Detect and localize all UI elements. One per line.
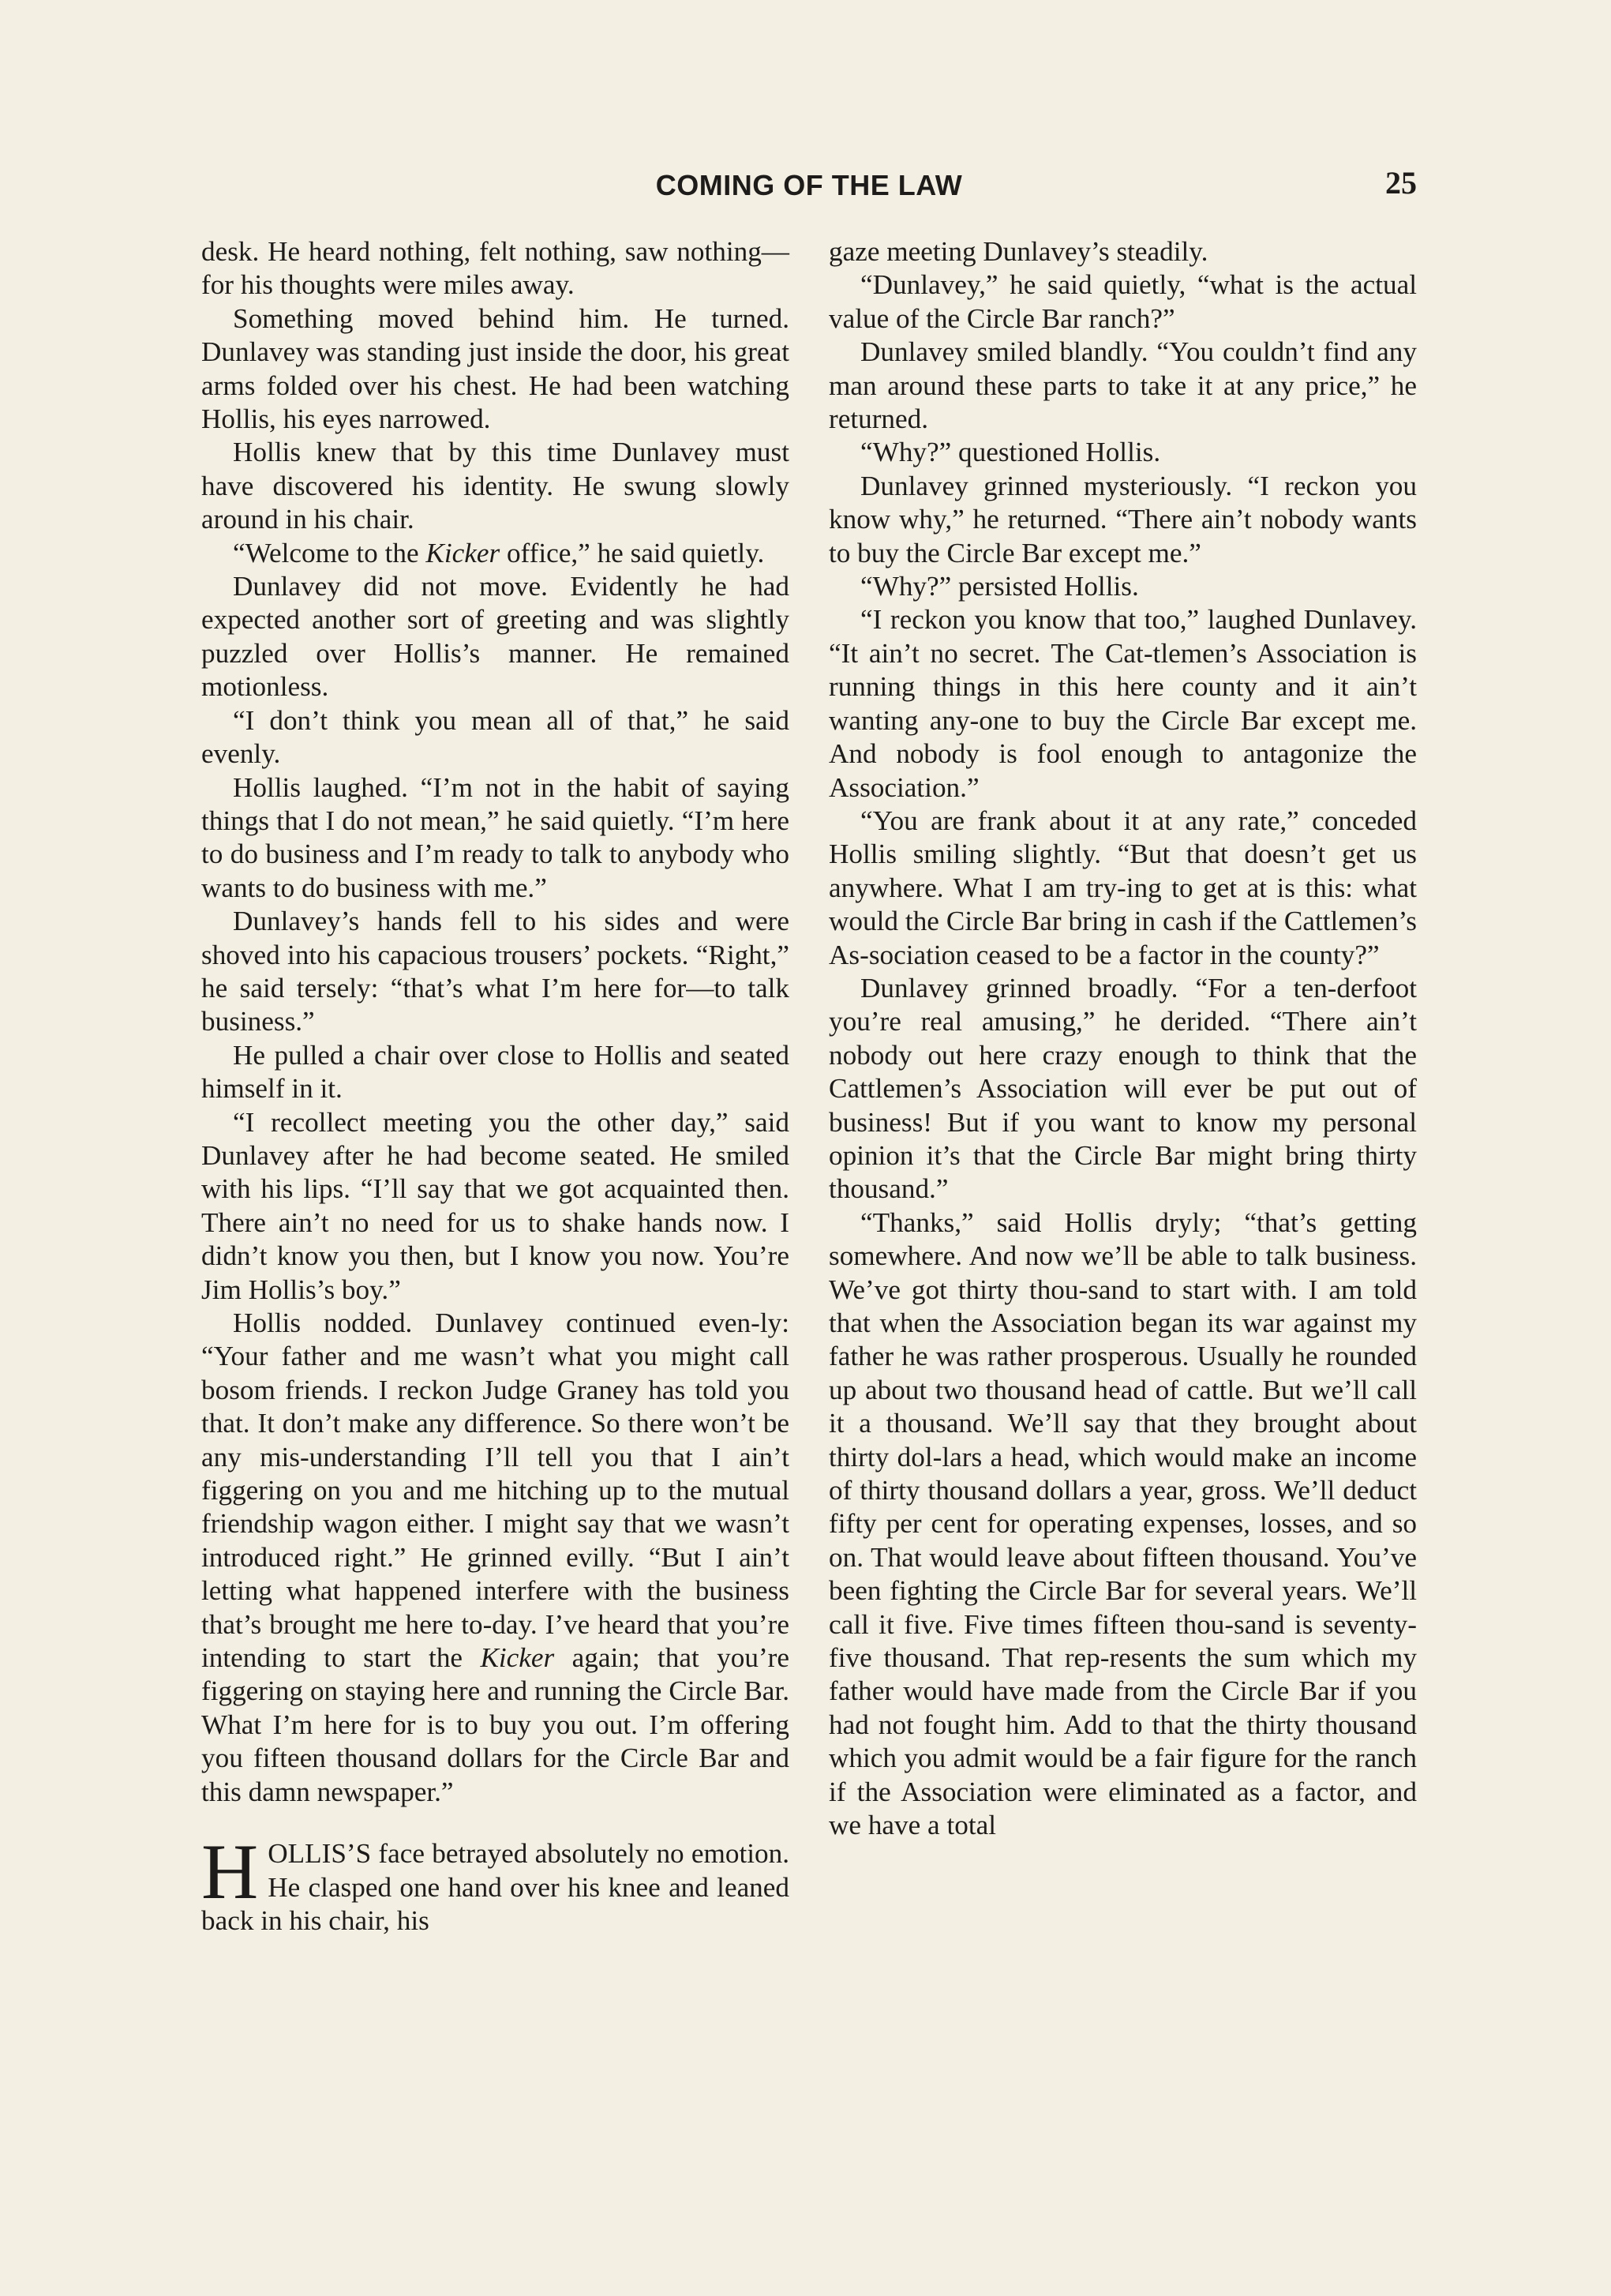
- paragraph: “I don’t think you mean all of that,” he said evenly.: [201, 704, 789, 770]
- paragraph: Dunlavey grinned broadly. “For a ten-derfoot you’re real amusing,” he derided. “There ain’t nobody out here crazy enough to think that the Cattlemen’s Association will ever be put out of business! But if you want to know my personal opinion it’s that the Circle Bar might bring thirty thousand.”: [829, 972, 1417, 1205]
- paragraph: “Why?” persisted Hollis.: [860, 571, 1139, 602]
- page-header: [201, 164, 1417, 205]
- newspaper-title: Kicker: [425, 537, 500, 568]
- paragraph: “I recollect meeting you the other day,” said Dunlavey after he had become seated. He smiled with his lips. “I’ll say that we got acquainted then. There ain’t no need for us to shake hands now. I didn’t know you then, but I know you now. You’re Jim Hollis’s boy.”: [201, 1106, 789, 1305]
- text-run: OLLIS’S face betrayed absolutely no emotion. He clasped one hand over his knee and leaned back in his chair, his: [201, 1838, 789, 1936]
- paragraph: Something moved behind him. He turned. Dunlavey was standing just inside the door, his great arms folded over his chest. He had been watching Hollis, his eyes narrowed.: [201, 302, 789, 435]
- right-column: [829, 235, 1417, 1843]
- paragraph: “I reckon you know that too,” laughed Dunlavey. “It ain’t no secret. The Cat-tlemen’s Association is running things in this here county and it ain’t wanting any-one to buy the Circle Bar except me. And nobody is fool enough to antagonize the Association.”: [829, 604, 1417, 803]
- newspaper-title: Kicker: [480, 1642, 555, 1674]
- paragraph: “Dunlavey,” he said quietly, “what is the actual value of the Circle Bar ranch?”: [829, 269, 1417, 334]
- drop-cap: H: [201, 1828, 259, 1916]
- paragraph: Hollis knew that by this time Dunlavey must have discovered his identity. He swung slowly around in his chair.: [201, 437, 789, 535]
- text-run: again; that you’re figgering on staying here and running the Circle Bar. What I’m here for is to buy you out. I’m offering you fifteen thousand dollars for the Circle Bar and this damn newspaper.”: [201, 1642, 789, 1807]
- text-run: “Welcome to the: [233, 537, 426, 568]
- paragraph: Dunlavey did not move. Evidently he had expected another sort of greeting and was slightly puzzled over Hollis’s manner. He remained motionless.: [201, 571, 789, 703]
- page-number: 25: [1385, 165, 1417, 201]
- paragraph: Dunlavey grinned mysteriously. “I reckon you know why,” he returned. “There ain’t nobody wants to buy the Circle Bar except me.”: [829, 470, 1417, 568]
- left-column: [201, 235, 789, 1938]
- text-run: office,” he said quietly.: [500, 537, 765, 568]
- running-title: COMING OF THE LAW: [655, 169, 963, 201]
- paragraph: Hollis laughed. “I’m not in the habit of saying things that I do not mean,” he said quietly. “I’m here to do business and I’m ready to talk to anybody who wants to do business with me.”: [201, 771, 789, 903]
- paragraph: He pulled a chair over close to Hollis and seated himself in it.: [201, 1039, 789, 1105]
- paragraph: “Why?” questioned Hollis.: [860, 437, 1161, 468]
- paragraph: gaze meeting Dunlavey’s steadily.: [829, 236, 1208, 267]
- paragraph: [201, 537, 789, 570]
- paragraph: [201, 1307, 789, 1809]
- text-run: Hollis nodded. Dunlavey continued even-ly: “Your father and me wasn’t what you might call bosom friends. I reckon Judge Graney has told you that. It don’t make any difference. So there won’t be any mis-understanding I’ll tell you that I ain’t figgering on you and me hitching up to the mutual friendship wagon either. I might say that we wasn’t introduced right.” He grinned evilly. “But I ain’t letting what happened interfere with the business that’s brought me here to-day. I’ve heard that you’re intending to start the: [201, 1307, 789, 1674]
- paragraph: desk. He heard nothing, felt nothing, saw nothing—for his thoughts were miles away.: [201, 236, 789, 301]
- paragraph: Dunlavey smiled blandly. “You couldn’t find any man around these parts to take it at any price,” he returned.: [829, 336, 1417, 435]
- paragraph: “Thanks,” said Hollis dryly; “that’s getting somewhere. And now we’ll be able to talk business. We’ve got thirty thou-sand to start with. I am told that when the Association began its war against my father he was rather prosperous. Usually he rounded up about two thousand head of cattle. But we’ll call it a thousand. We’ll say that they brought about thirty dol-lars a head, which would make an income of thirty thousand dollars a year, gross. We’ll deduct fifty per cent for operating expenses, losses, and so on. That would leave about fifteen thousand. You’ve been fighting the Circle Bar for several years. We’ll call it five. Five times fifteen thou-sand is seventy-five thousand. That rep-resents the sum which my father would have made from the Circle Bar if you had not fought him. Add to that the thirty thousand which you admit would be a fair figure for the ranch if the Association were eliminated as a factor, and we have a total: [829, 1206, 1417, 1841]
- paragraph: “You are frank about it at any rate,” conceded Hollis smiling slightly. “But that doesn’t get us anywhere. What I am try-ing to get at is this: what would the Circle Bar bring in cash if the Cattlemen’s As-sociation ceased to be a factor in the county?”: [829, 805, 1417, 970]
- section-opening-paragraph: [201, 1828, 789, 1938]
- paragraph: Dunlavey’s hands fell to his sides and were shoved into his capacious trousers’ pockets. “Right,” he said tersely: “that’s what I’m here for—to talk business.”: [201, 906, 789, 1037]
